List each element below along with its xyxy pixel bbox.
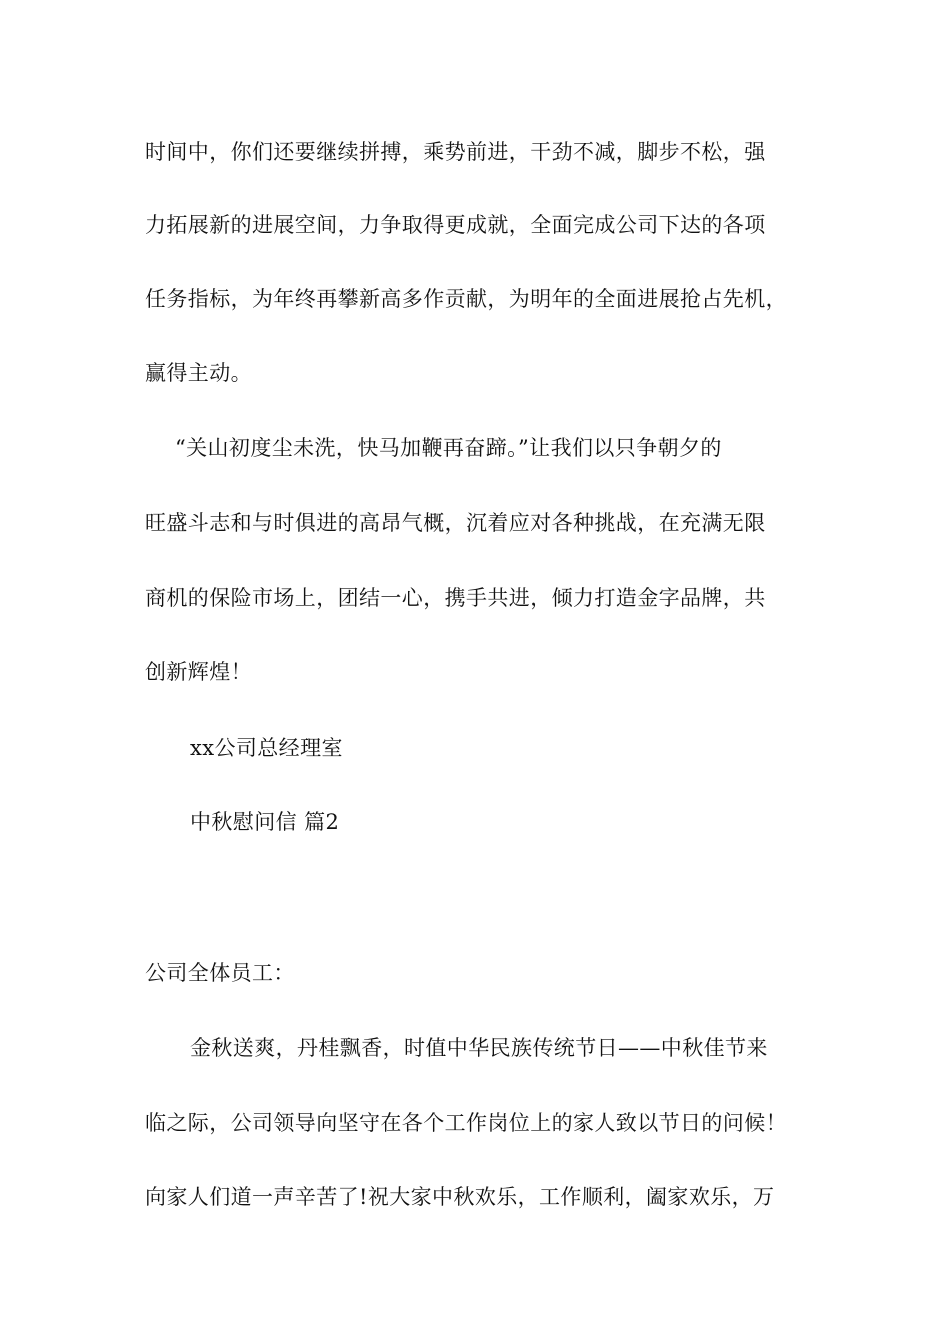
paragraph-line: 临之际，公司领导向坚守在各个工作岗位上的家人致以节日的问候！ [145,1111,787,1135]
section-heading: 中秋慰问信 篇2 [190,810,340,834]
signature-line: xx公司总经理室 [190,736,343,760]
paragraph-line: 赢得主动。 [145,361,252,385]
paragraph-line: 任务指标，为年终再攀新高多作贡献，为明年的全面进展抢占先机， [145,287,787,311]
paragraph-line: 力拓展新的进展空间，力争取得更成就，全面完成公司下达的各项 [145,213,766,237]
paragraph-line: 向家人们道一声辛苦了!祝大家中秋欢乐，工作顺利，阖家欢乐，万 [145,1185,775,1209]
paragraph-line: 商机的保险市场上，团结一心，携手共进，倾力打造金字品牌，共 [145,586,766,610]
salutation-line: 公司全体员工： [145,961,295,985]
paragraph-line: “关山初度尘未洗，快马加鞭再奋蹄。”让我们以只争朝夕的 [175,436,722,460]
paragraph-line: 旺盛斗志和与时俱进的高昂气概，沉着应对各种挑战，在充满无限 [145,511,766,535]
paragraph-line: 时间中，你们还要继续拼搏，乘势前进，干劲不减，脚步不松，强 [145,140,766,164]
paragraph-line: 创新辉煌！ [145,660,252,684]
paragraph-line: 金秋送爽，丹桂飘香，时值中华民族传统节日——中秋佳节来 [190,1036,768,1060]
